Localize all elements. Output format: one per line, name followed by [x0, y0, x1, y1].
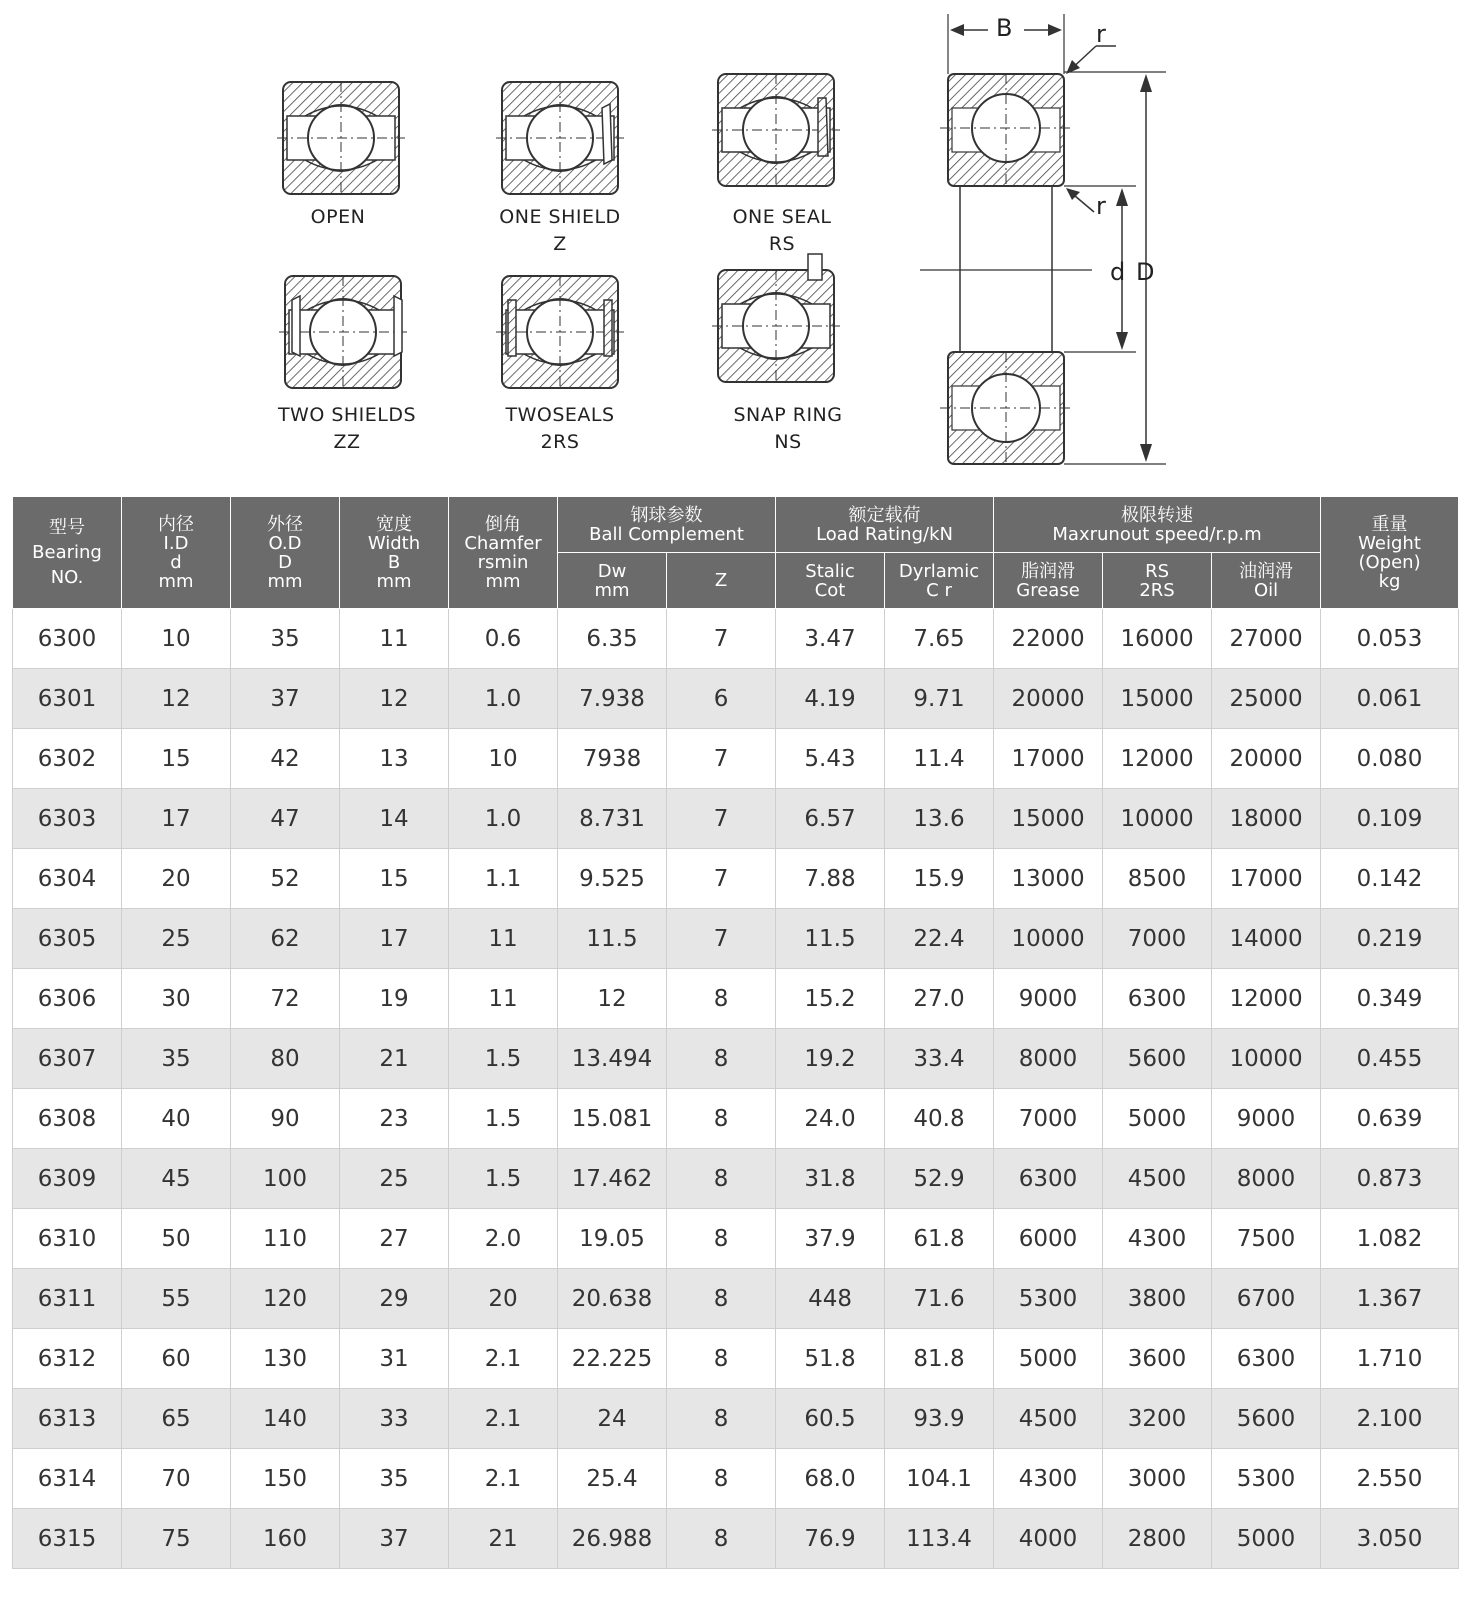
cell-id: 20 — [122, 849, 231, 909]
cell-id: 15 — [122, 729, 231, 789]
cell-width: 25 — [340, 1149, 449, 1209]
cell-id: 35 — [122, 1029, 231, 1089]
cell-width: 11 — [340, 609, 449, 669]
cell-z: 7 — [667, 609, 776, 669]
cell-width: 14 — [340, 789, 449, 849]
cell-weight: 0.219 — [1321, 909, 1459, 969]
cell-grease-speed: 20000 — [994, 669, 1103, 729]
cell-dw: 20.638 — [558, 1269, 667, 1329]
dim-label-d-outer: D — [1136, 258, 1155, 286]
cell-weight: 2.100 — [1321, 1389, 1459, 1449]
cell-z: 7 — [667, 849, 776, 909]
table-row — [13, 1149, 1459, 1209]
cell-chamfer: 21 — [449, 1509, 558, 1569]
cell-dw: 8.731 — [558, 789, 667, 849]
dim-label-r-top: r — [1096, 20, 1106, 48]
cell-chamfer: 11 — [449, 969, 558, 1029]
cell-chamfer: 1.1 — [449, 849, 558, 909]
cell-dw: 12 — [558, 969, 667, 1029]
cell-rs-speed: 4300 — [1103, 1209, 1212, 1269]
cell-static-load: 6.57 — [776, 789, 885, 849]
header-chamfer: 倒角 Chamfer rsmin mm — [449, 497, 558, 609]
header-dynamic-load: Dyrlamic C r — [885, 553, 994, 609]
cell-dynamic-load: 61.8 — [885, 1209, 994, 1269]
cell-oil-speed: 5000 — [1212, 1509, 1321, 1569]
cell-grease-speed: 9000 — [994, 969, 1103, 1029]
cell-z: 8 — [667, 1149, 776, 1209]
cell-bearing-no: 6313 — [13, 1389, 122, 1449]
cell-rs-speed: 3800 — [1103, 1269, 1212, 1329]
cell-weight: 0.142 — [1321, 849, 1459, 909]
cell-static-load: 31.8 — [776, 1149, 885, 1209]
cell-weight: 0.061 — [1321, 669, 1459, 729]
cell-grease-speed: 7000 — [994, 1089, 1103, 1149]
cell-static-load: 15.2 — [776, 969, 885, 1029]
cell-width: 23 — [340, 1089, 449, 1149]
cell-oil-speed: 7500 — [1212, 1209, 1321, 1269]
bearing-spec-table — [12, 496, 1459, 1569]
cell-od: 120 — [231, 1269, 340, 1329]
cell-rs-speed: 10000 — [1103, 789, 1212, 849]
cell-weight: 2.550 — [1321, 1449, 1459, 1509]
header-id: 内径 I.D d mm — [122, 497, 231, 609]
cell-grease-speed: 22000 — [994, 609, 1103, 669]
cell-bearing-no: 6306 — [13, 969, 122, 1029]
cell-od: 72 — [231, 969, 340, 1029]
cell-oil-speed: 5600 — [1212, 1389, 1321, 1449]
cell-width: 12 — [340, 669, 449, 729]
cell-dw: 7938 — [558, 729, 667, 789]
cell-weight: 1.367 — [1321, 1269, 1459, 1329]
cell-static-load: 3.47 — [776, 609, 885, 669]
header-od: 外径 O.D D mm — [231, 497, 340, 609]
cell-bearing-no: 6309 — [13, 1149, 122, 1209]
cell-chamfer: 2.0 — [449, 1209, 558, 1269]
table-row — [13, 1449, 1459, 1509]
dim-label-r-inner: r — [1096, 192, 1106, 220]
cell-weight: 0.455 — [1321, 1029, 1459, 1089]
cell-dw: 26.988 — [558, 1509, 667, 1569]
cell-bearing-no: 6301 — [13, 669, 122, 729]
cell-id: 65 — [122, 1389, 231, 1449]
cell-static-load: 11.5 — [776, 909, 885, 969]
cell-od: 160 — [231, 1509, 340, 1569]
cell-weight: 0.639 — [1321, 1089, 1459, 1149]
cell-weight: 1.710 — [1321, 1329, 1459, 1389]
cell-rs-speed: 3200 — [1103, 1389, 1212, 1449]
cell-chamfer: 11 — [449, 909, 558, 969]
cell-chamfer: 2.1 — [449, 1389, 558, 1449]
header-ball-complement: 钢球参数 Ball Complement — [558, 497, 776, 553]
open-bearing-icon — [277, 82, 405, 194]
table-row — [13, 1209, 1459, 1269]
dim-label-d-inner: d — [1110, 258, 1126, 286]
cell-static-load: 37.9 — [776, 1209, 885, 1269]
cell-oil-speed: 9000 — [1212, 1089, 1321, 1149]
table-row — [13, 909, 1459, 969]
cell-oil-speed: 18000 — [1212, 789, 1321, 849]
cell-chamfer: 10 — [449, 729, 558, 789]
cell-id: 50 — [122, 1209, 231, 1269]
cell-id: 45 — [122, 1149, 231, 1209]
cell-grease-speed: 4000 — [994, 1509, 1103, 1569]
cell-dynamic-load: 7.65 — [885, 609, 994, 669]
cell-dynamic-load: 13.6 — [885, 789, 994, 849]
cell-od: 130 — [231, 1329, 340, 1389]
header-rs: RS 2RS — [1103, 553, 1212, 609]
cell-grease-speed: 4300 — [994, 1449, 1103, 1509]
cell-rs-speed: 8500 — [1103, 849, 1212, 909]
one-shield-bearing-icon — [496, 82, 624, 194]
cell-rs-speed: 4500 — [1103, 1149, 1212, 1209]
cell-bearing-no: 6310 — [13, 1209, 122, 1269]
cell-dw: 22.225 — [558, 1329, 667, 1389]
bearing-diagrams — [0, 0, 1468, 490]
cell-oil-speed: 17000 — [1212, 849, 1321, 909]
cell-oil-speed: 25000 — [1212, 669, 1321, 729]
cell-chamfer: 20 — [449, 1269, 558, 1329]
cell-rs-speed: 12000 — [1103, 729, 1212, 789]
caption-snap-ring: SNAP RING NS — [733, 404, 843, 453]
cell-weight: 0.109 — [1321, 789, 1459, 849]
cell-dw: 9.525 — [558, 849, 667, 909]
table-row — [13, 849, 1459, 909]
table-row — [13, 789, 1459, 849]
one-seal-bearing-icon — [712, 74, 840, 186]
cell-grease-speed: 8000 — [994, 1029, 1103, 1089]
cell-od: 35 — [231, 609, 340, 669]
cell-chamfer: 2.1 — [449, 1449, 558, 1509]
cell-rs-speed: 3600 — [1103, 1329, 1212, 1389]
cell-dynamic-load: 33.4 — [885, 1029, 994, 1089]
cell-width: 19 — [340, 969, 449, 1029]
cell-od: 80 — [231, 1029, 340, 1089]
cell-z: 8 — [667, 1449, 776, 1509]
table-row — [13, 1329, 1459, 1389]
cell-chamfer: 0.6 — [449, 609, 558, 669]
cell-oil-speed: 6700 — [1212, 1269, 1321, 1329]
cell-dw: 11.5 — [558, 909, 667, 969]
cell-z: 7 — [667, 729, 776, 789]
cell-z: 8 — [667, 1329, 776, 1389]
cell-rs-speed: 7000 — [1103, 909, 1212, 969]
cell-oil-speed: 5300 — [1212, 1449, 1321, 1509]
cell-chamfer: 2.1 — [449, 1329, 558, 1389]
cell-static-load: 76.9 — [776, 1509, 885, 1569]
cell-oil-speed: 12000 — [1212, 969, 1321, 1029]
cell-chamfer: 1.0 — [449, 789, 558, 849]
cell-z: 8 — [667, 1209, 776, 1269]
header-bearing-no: 型号 Bearing NO. — [13, 497, 122, 609]
cell-dynamic-load: 15.9 — [885, 849, 994, 909]
cell-width: 35 — [340, 1449, 449, 1509]
cell-width: 13 — [340, 729, 449, 789]
header-oil: 油润滑 Oil — [1212, 553, 1321, 609]
cell-static-load: 51.8 — [776, 1329, 885, 1389]
cell-z: 8 — [667, 1089, 776, 1149]
cell-z: 8 — [667, 1269, 776, 1329]
cell-z: 8 — [667, 969, 776, 1029]
cell-grease-speed: 17000 — [994, 729, 1103, 789]
snap-ring-bearing-icon — [712, 254, 840, 382]
cell-rs-speed: 2800 — [1103, 1509, 1212, 1569]
cell-id: 75 — [122, 1509, 231, 1569]
table-row — [13, 669, 1459, 729]
cell-static-load: 60.5 — [776, 1389, 885, 1449]
cell-dw: 19.05 — [558, 1209, 667, 1269]
cell-id: 55 — [122, 1269, 231, 1329]
cell-dynamic-load: 22.4 — [885, 909, 994, 969]
table-row — [13, 969, 1459, 1029]
table-row — [13, 729, 1459, 789]
cell-id: 30 — [122, 969, 231, 1029]
cell-bearing-no: 6300 — [13, 609, 122, 669]
cell-od: 52 — [231, 849, 340, 909]
cell-grease-speed: 5000 — [994, 1329, 1103, 1389]
cell-od: 110 — [231, 1209, 340, 1269]
cell-dw: 13.494 — [558, 1029, 667, 1089]
cell-bearing-no: 6304 — [13, 849, 122, 909]
cell-dynamic-load: 81.8 — [885, 1329, 994, 1389]
cell-dynamic-load: 71.6 — [885, 1269, 994, 1329]
cell-z: 8 — [667, 1509, 776, 1569]
cell-id: 40 — [122, 1089, 231, 1149]
cell-width: 31 — [340, 1329, 449, 1389]
cross-section-drawing — [920, 14, 1166, 464]
cell-rs-speed: 6300 — [1103, 969, 1212, 1029]
cell-dynamic-load: 40.8 — [885, 1089, 994, 1149]
cell-bearing-no: 6307 — [13, 1029, 122, 1089]
caption-one-shield: ONE SHIELD Z — [499, 206, 621, 255]
cell-dw: 15.081 — [558, 1089, 667, 1149]
header-z: Z — [667, 553, 776, 609]
cell-dw: 17.462 — [558, 1149, 667, 1209]
header-static-load: Stalic Cot — [776, 553, 885, 609]
cell-od: 62 — [231, 909, 340, 969]
cell-dynamic-load: 93.9 — [885, 1389, 994, 1449]
cell-id: 25 — [122, 909, 231, 969]
cell-chamfer: 1.5 — [449, 1089, 558, 1149]
cell-width: 37 — [340, 1509, 449, 1569]
cell-width: 17 — [340, 909, 449, 969]
table-row — [13, 1269, 1459, 1329]
cell-static-load: 7.88 — [776, 849, 885, 909]
cell-bearing-no: 6308 — [13, 1089, 122, 1149]
cell-id: 10 — [122, 609, 231, 669]
cell-static-load: 5.43 — [776, 729, 885, 789]
cell-rs-speed: 5600 — [1103, 1029, 1212, 1089]
caption-open: OPEN — [310, 206, 366, 228]
cell-id: 12 — [122, 669, 231, 729]
cell-dw: 25.4 — [558, 1449, 667, 1509]
cell-static-load: 24.0 — [776, 1089, 885, 1149]
cell-oil-speed: 14000 — [1212, 909, 1321, 969]
cell-weight: 0.873 — [1321, 1149, 1459, 1209]
cell-dynamic-load: 27.0 — [885, 969, 994, 1029]
cell-id: 17 — [122, 789, 231, 849]
caption-two-shields: TWO SHIELDS ZZ — [277, 404, 417, 453]
cell-bearing-no: 6314 — [13, 1449, 122, 1509]
cell-id: 70 — [122, 1449, 231, 1509]
cell-static-load: 68.0 — [776, 1449, 885, 1509]
table-row — [13, 1389, 1459, 1449]
cell-od: 47 — [231, 789, 340, 849]
cell-od: 100 — [231, 1149, 340, 1209]
cell-grease-speed: 4500 — [994, 1389, 1103, 1449]
cell-weight: 3.050 — [1321, 1509, 1459, 1569]
cell-dw: 6.35 — [558, 609, 667, 669]
cell-width: 21 — [340, 1029, 449, 1089]
cell-bearing-no: 6305 — [13, 909, 122, 969]
cell-grease-speed: 6300 — [994, 1149, 1103, 1209]
cell-dynamic-load: 113.4 — [885, 1509, 994, 1569]
cell-z: 8 — [667, 1389, 776, 1449]
cell-dw: 24 — [558, 1389, 667, 1449]
cell-rs-speed: 16000 — [1103, 609, 1212, 669]
cell-static-load: 4.19 — [776, 669, 885, 729]
cell-static-load: 19.2 — [776, 1029, 885, 1089]
cell-grease-speed: 10000 — [994, 909, 1103, 969]
cell-width: 33 — [340, 1389, 449, 1449]
cell-dw: 7.938 — [558, 669, 667, 729]
cell-weight: 0.053 — [1321, 609, 1459, 669]
cell-rs-speed: 5000 — [1103, 1089, 1212, 1149]
cell-rs-speed: 3000 — [1103, 1449, 1212, 1509]
dim-label-b: B — [996, 14, 1013, 42]
cell-id: 60 — [122, 1329, 231, 1389]
cell-width: 27 — [340, 1209, 449, 1269]
caption-two-seals: TWOSEALS 2RS — [505, 404, 615, 453]
cell-dynamic-load: 52.9 — [885, 1149, 994, 1209]
caption-one-seal: ONE SEAL RS — [732, 206, 832, 255]
table-row — [13, 1509, 1459, 1569]
cell-oil-speed: 10000 — [1212, 1029, 1321, 1089]
cell-bearing-no: 6303 — [13, 789, 122, 849]
two-seals-bearing-icon — [496, 276, 624, 388]
cell-bearing-no: 6302 — [13, 729, 122, 789]
cell-od: 150 — [231, 1449, 340, 1509]
cell-chamfer: 1.5 — [449, 1149, 558, 1209]
header-weight: 重量 Weight (Open) kg — [1321, 497, 1459, 609]
cell-z: 7 — [667, 789, 776, 849]
table-header — [13, 497, 1459, 609]
cell-chamfer: 1.5 — [449, 1029, 558, 1089]
two-shields-bearing-icon — [279, 276, 407, 388]
table-row — [13, 1029, 1459, 1089]
cell-od: 90 — [231, 1089, 340, 1149]
header-width: 宽度 Width B mm — [340, 497, 449, 609]
cell-width: 15 — [340, 849, 449, 909]
cell-weight: 1.082 — [1321, 1209, 1459, 1269]
cell-z: 7 — [667, 909, 776, 969]
cell-grease-speed: 5300 — [994, 1269, 1103, 1329]
cell-oil-speed: 6300 — [1212, 1329, 1321, 1389]
cell-weight: 0.349 — [1321, 969, 1459, 1029]
cell-od: 42 — [231, 729, 340, 789]
cell-dynamic-load: 11.4 — [885, 729, 994, 789]
cell-oil-speed: 20000 — [1212, 729, 1321, 789]
cell-bearing-no: 6312 — [13, 1329, 122, 1389]
cell-grease-speed: 13000 — [994, 849, 1103, 909]
cell-oil-speed: 27000 — [1212, 609, 1321, 669]
cell-dynamic-load: 9.71 — [885, 669, 994, 729]
header-load-rating: 额定载荷 Load Rating/kN — [776, 497, 994, 553]
cell-od: 37 — [231, 669, 340, 729]
cell-z: 8 — [667, 1029, 776, 1089]
table-row — [13, 609, 1459, 669]
table-row — [13, 1089, 1459, 1149]
cell-dynamic-load: 104.1 — [885, 1449, 994, 1509]
cell-od: 140 — [231, 1389, 340, 1449]
cell-weight: 0.080 — [1321, 729, 1459, 789]
cell-oil-speed: 8000 — [1212, 1149, 1321, 1209]
table-body — [13, 609, 1459, 1569]
cell-bearing-no: 6311 — [13, 1269, 122, 1329]
cell-width: 29 — [340, 1269, 449, 1329]
cell-rs-speed: 15000 — [1103, 669, 1212, 729]
header-max-speed: 极限转速 Maxrunout speed/r.p.m — [994, 497, 1321, 553]
cell-chamfer: 1.0 — [449, 669, 558, 729]
cell-static-load: 448 — [776, 1269, 885, 1329]
cell-grease-speed: 15000 — [994, 789, 1103, 849]
cell-bearing-no: 6315 — [13, 1509, 122, 1569]
cell-grease-speed: 6000 — [994, 1209, 1103, 1269]
cell-z: 6 — [667, 669, 776, 729]
header-dw: Dw mm — [558, 553, 667, 609]
header-grease: 脂润滑 Grease — [994, 553, 1103, 609]
